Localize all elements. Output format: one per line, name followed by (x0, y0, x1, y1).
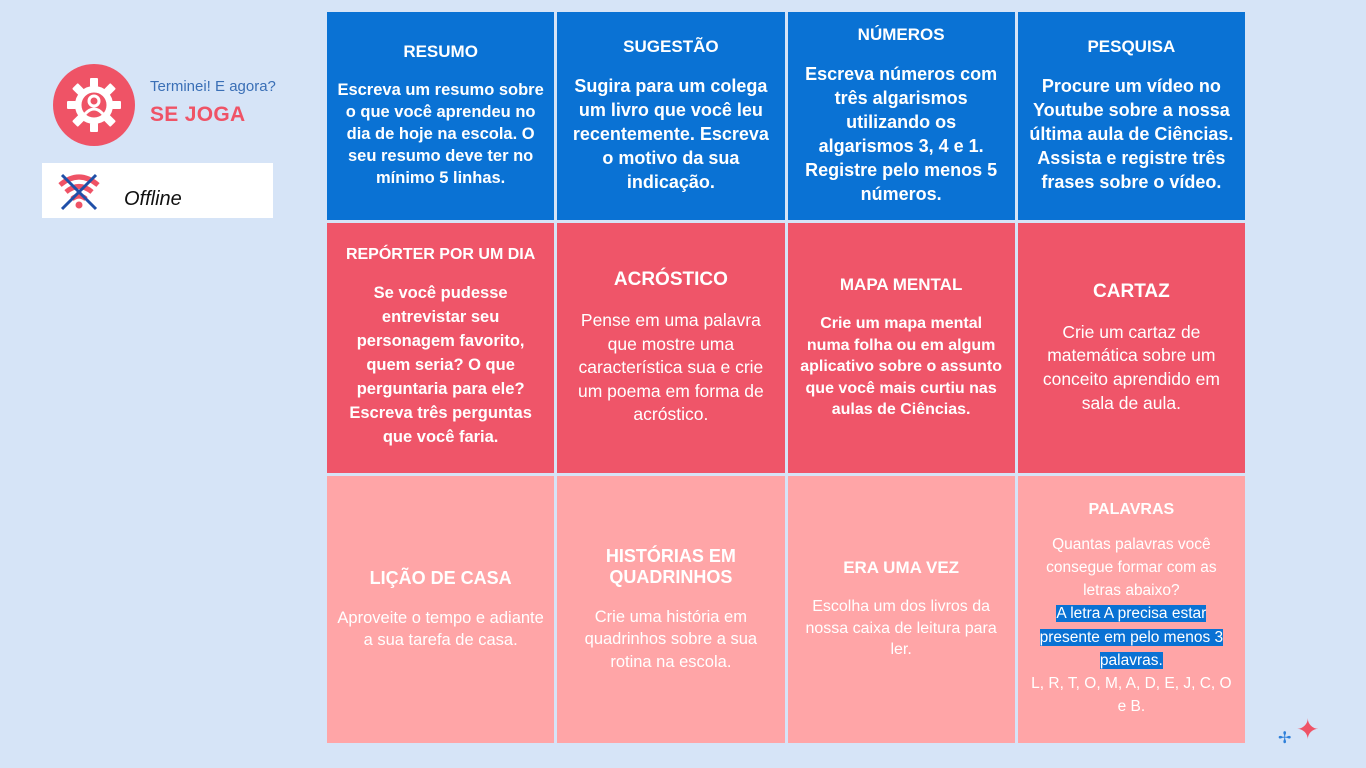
card-text: Sugira para um colega um livro que você leu recentemente. Escreva o motivo da sua indicação. (572, 76, 769, 192)
card-licao-de-casa (327, 476, 554, 743)
card-text: Escreva números com três algarismos utilizando os algarismos 3, 4 e 1. Registre pelo menos 5 números. (805, 64, 998, 204)
card-reporter (327, 223, 554, 473)
card-text: Crie um cartaz de matemática sobre um conceito aprendido em sala de aula. (1042, 321, 1220, 413)
card-title: PALAVRAS (1088, 500, 1175, 518)
card-title: SUGESTÃO (623, 37, 719, 57)
card-title: REPÓRTER POR UM DIA (345, 246, 536, 264)
card-text: Crie um mapa mental numa folha ou em algum aplicativo sobre o assunto que você mais curtiu nas aulas de Ciências. (800, 315, 1003, 419)
card-text (1028, 533, 1235, 719)
sparkle-icon: ✦ (1296, 714, 1320, 745)
activity-grid (327, 12, 1245, 737)
card-title: ERA UMA VEZ (843, 558, 960, 578)
offline-status (42, 163, 273, 218)
card-text: Se você pudesse entrevistar seu personagem favorito, quem seria? O que perguntaria para ele? Escreva três perguntas que você faria. (349, 284, 532, 446)
card-numeros (788, 12, 1015, 220)
card-mapa-mental (788, 223, 1015, 473)
card-text: Aproveite o tempo e adiante a sua tarefa de casa. (337, 608, 544, 649)
card-text: Crie uma história em quadrinhos sobre a sua rotina na escola. (584, 608, 758, 671)
page-title: SE JOGA (150, 103, 246, 126)
card-title: MAPA MENTAL (839, 275, 963, 295)
card-pesquisa (1018, 12, 1245, 220)
card-palavras (1018, 476, 1245, 743)
card-title: PESQUISA (1087, 37, 1176, 57)
wifi-off-icon (56, 171, 102, 211)
card-text: Escreva um resumo sobre o que você aprendeu no dia de hoje na escola. O seu resumo deve ter no mínimo 5 linhas. (337, 81, 544, 187)
card-title: ACRÓSTICO (613, 268, 728, 290)
card-historias-em-quadrinhos (557, 476, 784, 743)
card-title: NÚMEROS (857, 25, 945, 45)
card-text: Escolha um dos livros da nossa caixa de leitura para ler. (805, 598, 997, 659)
offline-label: Offline (124, 188, 182, 210)
card-highlight: A letra A precisa estar presente em pelo menos 3 palavras. (1039, 605, 1224, 669)
card-text: Procure um vídeo no Youtube sobre a nossa última aula de Ciências. Assista e registre três frases sobre o vídeo. (1029, 76, 1234, 192)
card-title: LIÇÃO DE CASA (369, 567, 512, 588)
card-title: RESUMO (403, 42, 478, 62)
card-text: Pense em uma palavra que mostre uma característica sua e crie um poema em forma de acróstico. (577, 309, 764, 425)
card-letters: L, R, T, O, M, A, D, E, J, C, O e B. (1031, 675, 1232, 716)
card-acrostico (557, 223, 784, 473)
gear-person-icon (53, 64, 135, 146)
card-resumo (327, 12, 554, 220)
card-era-uma-vez (788, 476, 1015, 743)
card-cartaz (1018, 223, 1245, 473)
sparkle-small-icon: ✢ (1278, 730, 1292, 747)
card-title: HISTÓRIAS EM QUADRINHOS (605, 546, 736, 588)
card-sugestao (557, 12, 784, 220)
subtitle: Terminei! E agora? (150, 78, 276, 95)
card-question: Quantas palavras você consegue formar com as letras abaixo? (1046, 535, 1217, 599)
card-title: CARTAZ (1093, 280, 1170, 302)
